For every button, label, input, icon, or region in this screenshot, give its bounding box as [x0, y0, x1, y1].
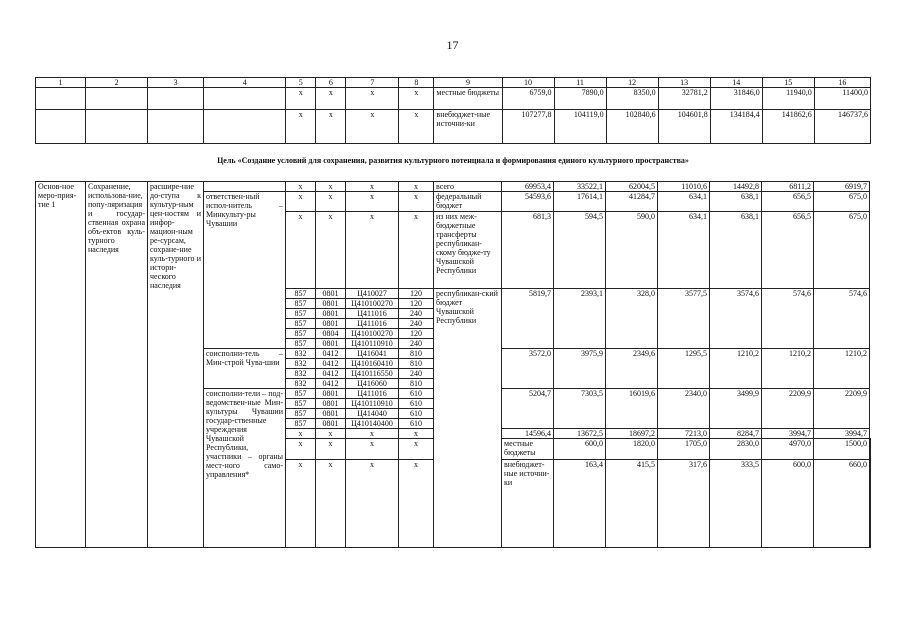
goal-heading: Цель «Создание условий для сохранения, развития культурного потенциала и формирования единого культурного пространства» [217, 156, 689, 165]
value-cell: 8284,7 [710, 429, 762, 439]
code-rz: 0801 [316, 299, 346, 309]
responsible-executor: ответствен-ный испол-нитель – Минкульту-ры Чувашии [204, 192, 286, 349]
code-vr: 240 [399, 369, 434, 379]
value-cell: 1705,0 [658, 439, 710, 460]
code-rz: 0804 [316, 329, 346, 339]
cell: x [316, 192, 346, 212]
value-cell: 32781,2 [658, 88, 710, 110]
value-cell: 5204,7 [502, 389, 554, 429]
header-cell: 14 [710, 78, 762, 88]
code-rz: 0801 [316, 309, 346, 319]
code-csr: Ц411016 [346, 309, 399, 319]
code-rz: 0801 [316, 419, 346, 429]
value-cell: 7303,5 [554, 389, 606, 429]
value-cell: 574,6 [814, 289, 870, 349]
cell: x [286, 439, 316, 460]
value-cell: 6759,0 [502, 88, 554, 110]
code-csr: Ц411016 [346, 319, 399, 329]
code-vr: 120 [399, 299, 434, 309]
source-cell: федеральный бюджет [434, 192, 502, 212]
value-cell: 3975,9 [554, 349, 606, 389]
value-cell: 134184,4 [710, 110, 762, 144]
value-cell: 14492,8 [710, 182, 762, 192]
source-cell: внебюджет-ные источни-ки [502, 460, 554, 548]
source-cell: республикан-ский бюджет Чувашской Республики [434, 289, 502, 548]
value-cell: 1500,0 [814, 439, 870, 460]
value-cell: 1210,2 [710, 349, 762, 389]
value-cell: 2393,1 [554, 289, 606, 349]
value-cell: 146737,6 [814, 110, 870, 144]
value-cell: 141862,6 [762, 110, 814, 144]
value-cell: 333,5 [710, 460, 762, 548]
value-cell: 11940,0 [762, 88, 814, 110]
code-grbs: 857 [286, 329, 316, 339]
value-cell: 31846,0 [710, 88, 762, 110]
value-cell: 2340,0 [658, 389, 710, 429]
header-cell: 15 [762, 78, 814, 88]
header-cell: 16 [814, 78, 870, 88]
cell: x [399, 192, 434, 212]
value-cell: 634,1 [658, 192, 710, 212]
cell: x [286, 192, 316, 212]
cell: x [399, 182, 434, 192]
cell: x [399, 439, 434, 460]
value-cell: 2209,9 [814, 389, 870, 429]
code-vr: 610 [399, 409, 434, 419]
header-cell: 2 [86, 78, 148, 88]
code-grbs: 857 [286, 309, 316, 319]
code-csr: Ц410140400 [346, 419, 399, 429]
value-cell: 33522,1 [554, 182, 606, 192]
value-cell: 3572,0 [502, 349, 554, 389]
value-cell: 54593,6 [502, 192, 554, 212]
value-cell: 3994,7 [762, 429, 814, 439]
code-vr: 810 [399, 349, 434, 359]
value-cell: 638,1 [710, 212, 762, 289]
value-cell: 1295,5 [658, 349, 710, 389]
code-grbs: 832 [286, 349, 316, 359]
header-cell: 1 [36, 78, 86, 88]
cell: x [316, 110, 346, 144]
code-vr: 610 [399, 399, 434, 409]
header-cell: 7 [346, 78, 399, 88]
table-row [36, 110, 871, 144]
code-csr: Ц411016 [346, 389, 399, 399]
header-cell: 3 [148, 78, 204, 88]
code-grbs: 857 [286, 289, 316, 299]
cell: x [316, 439, 346, 460]
value-cell: 104601,8 [658, 110, 710, 144]
value-cell: 675,0 [814, 212, 870, 289]
value-cell: 104119,0 [554, 110, 606, 144]
value-cell: 3994,7 [814, 429, 870, 439]
cell: x [286, 212, 316, 289]
code-rz: 0412 [316, 369, 346, 379]
value-cell: 2830,0 [710, 439, 762, 460]
code-grbs: 857 [286, 319, 316, 329]
code-csr: Ц410116550 [346, 369, 399, 379]
value-cell: 4970,0 [762, 439, 814, 460]
value-cell: 656,5 [762, 192, 814, 212]
value-cell: 69953,4 [502, 182, 554, 192]
code-vr: 610 [399, 419, 434, 429]
value-cell: 590,0 [606, 212, 658, 289]
cell: x [346, 429, 399, 439]
code-csr: Ц416060 [346, 379, 399, 389]
code-rz: 0801 [316, 409, 346, 419]
value-cell: 13672,5 [554, 429, 606, 439]
value-cell: 14596,4 [502, 429, 554, 439]
value-cell: 8350,0 [606, 88, 658, 110]
value-cell: 656,5 [762, 212, 814, 289]
code-csr: Ц410110910 [346, 339, 399, 349]
cell: x [399, 212, 434, 289]
header-cell: 10 [502, 78, 554, 88]
value-cell: 638,1 [710, 192, 762, 212]
value-cell: 600,0 [762, 460, 814, 548]
activity-name: Сохранение, использова-ние, попу-ляризация и государ-ственная охрана объ-ектов куль-турного наследия [86, 182, 148, 548]
value-cell: 16019,6 [606, 389, 658, 429]
table-row [36, 182, 871, 192]
code-rz: 0801 [316, 289, 346, 299]
cell: x [286, 88, 316, 110]
code-rz: 0801 [316, 319, 346, 329]
co-executor-minstroy: соисполни-тель – Мин-строй Чува-шии [204, 349, 286, 389]
code-csr: Ц410027 [346, 289, 399, 299]
co-executors-subordinate: соисполни-тели – под-ведомствен-ные Мин-культуры Чувашии государ-ственные учреждения Чувашской Республики, участники – органы мест-ного само-управления* [204, 389, 286, 548]
value-cell: 600,0 [554, 439, 606, 460]
cell: x [286, 460, 316, 548]
code-csr: Ц410160410 [346, 359, 399, 369]
activity-purpose: расшире-ние до-ступа к культур-ным цен-ностям и инфор-мацион-ным ре-сурсам, сохране-ние куль-турного и истори-ческого наследия [148, 182, 204, 548]
header-cell: 11 [554, 78, 606, 88]
column-number-row [36, 78, 871, 88]
code-csr: Ц410110910 [346, 399, 399, 409]
page-number: 17 [446, 38, 459, 52]
code-csr: Ц416041 [346, 349, 399, 359]
source-cell: местные бюджеты [502, 439, 554, 460]
code-rz: 0801 [316, 389, 346, 399]
source-cell: внебюджет-ные источни-ки [434, 110, 502, 144]
code-vr: 240 [399, 319, 434, 329]
cell: x [316, 88, 346, 110]
value-cell: 3574,6 [710, 289, 762, 349]
cell: x [316, 460, 346, 548]
cell: x [346, 212, 399, 289]
value-cell: 681,3 [502, 212, 554, 289]
header-cell: 4 [204, 78, 286, 88]
value-cell: 41284,7 [606, 192, 658, 212]
table-row [36, 88, 871, 110]
code-vr: 120 [399, 329, 434, 339]
header-cell: 6 [316, 78, 346, 88]
source-cell: всего [434, 182, 502, 192]
value-cell: 11400,0 [814, 88, 870, 110]
value-cell: 7213,0 [658, 429, 710, 439]
value-cell: 2209,9 [762, 389, 814, 429]
code-csr: Ц414040 [346, 409, 399, 419]
value-cell: 634,1 [658, 212, 710, 289]
code-vr: 810 [399, 379, 434, 389]
cell: x [316, 212, 346, 289]
value-cell: 6811,2 [762, 182, 814, 192]
cell: x [316, 429, 346, 439]
cell: x [399, 429, 434, 439]
header-cell: 13 [658, 78, 710, 88]
value-cell: 675,0 [814, 192, 870, 212]
code-grbs: 857 [286, 399, 316, 409]
code-rz: 0801 [316, 399, 346, 409]
value-cell: 415,5 [606, 460, 658, 548]
value-cell: 2349,6 [606, 349, 658, 389]
code-grbs: 857 [286, 409, 316, 419]
value-cell: 17614,1 [554, 192, 606, 212]
cell: x [346, 110, 399, 144]
source-cell: из них меж-бюджетные трансферты республикан-скому бюдже-ту Чувашской Республики [434, 212, 502, 289]
code-rz: 0412 [316, 359, 346, 369]
cell: x [346, 182, 399, 192]
code-vr: 240 [399, 309, 434, 319]
code-grbs: 857 [286, 389, 316, 399]
value-cell: 3499,9 [710, 389, 762, 429]
code-csr: Ц410100270 [346, 299, 399, 309]
code-grbs: 857 [286, 339, 316, 349]
code-grbs: 832 [286, 359, 316, 369]
code-rz: 0412 [316, 379, 346, 389]
cell: x [399, 88, 434, 110]
cell: x [346, 88, 399, 110]
continuation-table [35, 77, 871, 144]
value-cell: 660,0 [814, 460, 870, 548]
cell: x [286, 110, 316, 144]
value-cell: 107277,8 [502, 110, 554, 144]
value-cell: 102840,6 [606, 110, 658, 144]
cell: x [399, 460, 434, 548]
value-cell: 3577,5 [658, 289, 710, 349]
code-rz: 0801 [316, 339, 346, 349]
code-grbs: 857 [286, 419, 316, 429]
header-cell: 5 [286, 78, 316, 88]
cell: x [399, 110, 434, 144]
value-cell: 1820,0 [606, 439, 658, 460]
value-cell: 574,6 [762, 289, 814, 349]
value-cell: 1210,2 [814, 349, 870, 389]
code-vr: 120 [399, 289, 434, 299]
activity-table [35, 181, 871, 548]
value-cell: 62004,5 [606, 182, 658, 192]
header-cell: 9 [434, 78, 502, 88]
code-grbs: 832 [286, 379, 316, 389]
code-grbs: 832 [286, 369, 316, 379]
cell: x [346, 192, 399, 212]
value-cell: 18697,2 [606, 429, 658, 439]
value-cell [870, 460, 871, 548]
code-rz: 0412 [316, 349, 346, 359]
value-cell: 163,4 [554, 460, 606, 548]
header-cell: 8 [399, 78, 434, 88]
cell: x [316, 182, 346, 192]
code-vr: 240 [399, 339, 434, 349]
source-cell: местные бюджеты [434, 88, 502, 110]
value-cell: 328,0 [606, 289, 658, 349]
code-vr: 610 [399, 389, 434, 399]
value-cell: 317,6 [658, 460, 710, 548]
code-grbs: 857 [286, 299, 316, 309]
header-cell: 12 [606, 78, 658, 88]
cell: x [286, 429, 316, 439]
value-cell: 5819,7 [502, 289, 554, 349]
activity-number: Основ-ное меро-прия-тие 1 [36, 182, 86, 548]
value-cell: 1210,2 [762, 349, 814, 389]
code-csr: Ц410100270 [346, 329, 399, 339]
cell: x [346, 460, 399, 548]
value-cell: 6919,7 [814, 182, 870, 192]
cell: x [346, 439, 399, 460]
value-cell: 7890,0 [554, 88, 606, 110]
code-vr: 810 [399, 359, 434, 369]
cell: x [286, 182, 316, 192]
value-cell [870, 439, 871, 460]
value-cell: 11010,6 [658, 182, 710, 192]
value-cell: 594,5 [554, 212, 606, 289]
